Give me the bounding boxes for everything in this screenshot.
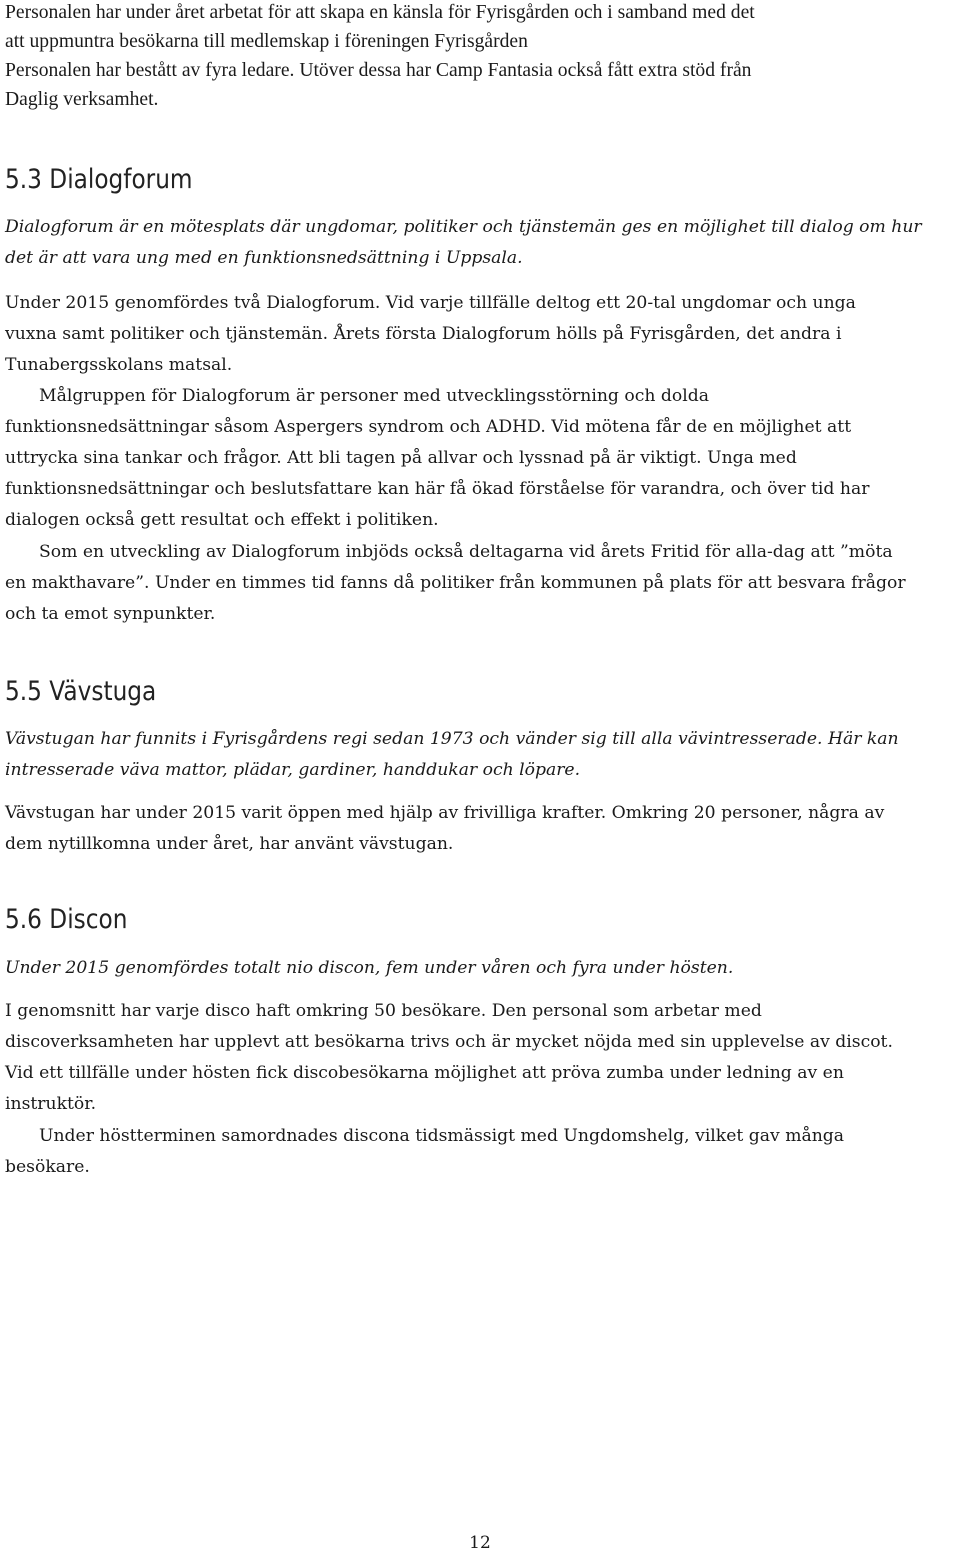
text-line: besökare. [5, 1157, 90, 1177]
text-line: Tunabergsskolans matsal. [5, 355, 233, 375]
text-line: intresserade väva mattor, plädar, gardiner, handdukar och löpare. [5, 760, 581, 780]
intro-paragraph [5, 0, 955, 114]
text-line: funktionsnedsättningar såsom Aspergers syndrom och ADHD. Vid mötena får de en möjlighet att [5, 417, 852, 437]
paragraph [5, 1121, 955, 1183]
text-line: vuxna samt politiker och tjänstemän. Årets första Dialogforum hölls på Fyrisgården, det andra i [5, 324, 842, 344]
text-line: dialogen också gett resultat och effekt i politiken. [5, 510, 439, 530]
text-line: Vid ett tillfälle under hösten fick discobesökarna möjlighet att pröva zumba under ledning av en [5, 1063, 844, 1083]
section-lead [5, 212, 955, 274]
text-line: en makthavare”. Under en timmes tid fanns då politiker från kommunen på plats för att besvara frågor [5, 573, 906, 593]
paragraph [5, 288, 955, 381]
text-line: discoverksamheten har upplevt att besökarna trivs och är mycket nöjda med sin upplevelse av discot. [5, 1032, 893, 1052]
section-heading-discon: 5.6 Discon [5, 904, 128, 935]
text-line: Personalen har bestått av fyra ledare. Utöver dessa har Camp Fantasia också fått extra stöd från [5, 60, 752, 81]
text-line: I genomsnitt har varje disco haft omkring 50 besökare. Den personal som arbetar med [5, 1001, 762, 1021]
text-line: Dialogforum är en mötesplats där ungdomar, politiker och tjänstemän ges en möjlighet till dialog om hur [5, 217, 922, 237]
section-heading-vavstuga: 5.5 Vävstuga [5, 676, 157, 707]
text-line: Under höstterminen samordnades discona tidsmässigt med Ungdomshelg, vilket gav många [39, 1126, 845, 1146]
text-line: dem nytillkomna under året, har använt vävstugan. [5, 834, 454, 854]
text-line: Personalen har under året arbetat för att skapa en känsla för Fyrisgården och i samband med det [5, 2, 755, 23]
text-line: uttrycka sina tankar och frågor. Att bli tagen på allvar och lyssnad på är viktigt. Unga med [5, 448, 797, 468]
page-number: 12 [469, 1533, 491, 1553]
text-line: och ta emot synpunkter. [5, 604, 216, 624]
section-lead [5, 724, 955, 786]
paragraph [5, 798, 955, 860]
text-line: funktionsnedsättningar och beslutsfattare kan här få ökad förståelse för varandra, och över tid har [5, 479, 870, 499]
text-line: Daglig verksamhet. [5, 89, 159, 110]
paragraph [5, 537, 955, 630]
text-line: Målgruppen för Dialogforum är personer med utvecklingsstörning och dolda [39, 386, 709, 406]
text-line: Vävstugan har under 2015 varit öppen med hjälp av frivilliga krafter. Omkring 20 personer, några av [5, 803, 885, 823]
paragraph [5, 381, 955, 536]
text-line: Under 2015 genomfördes totalt nio discon, fem under våren och fyra under hösten. [5, 958, 734, 978]
section-heading-dialogforum: 5.3 Dialogforum [5, 164, 193, 195]
text-line: instruktör. [5, 1094, 97, 1114]
section-lead [5, 953, 955, 984]
text-line: Vävstugan har funnits i Fyrisgårdens regi sedan 1973 och vänder sig till alla vävintresserade. Här kan [5, 729, 899, 749]
paragraph [5, 996, 955, 1120]
text-line: det är att vara ung med en funktionsnedsättning i Uppsala. [5, 248, 523, 268]
text-line: Under 2015 genomfördes två Dialogforum. Vid varje tillfälle deltog ett 20-tal ungdomar och unga [5, 293, 856, 313]
text-line: Som en utveckling av Dialogforum inbjöds också deltagarna vid årets Fritid för alla-dag att ”möta [39, 542, 893, 562]
text-line: att uppmuntra besökarna till medlemskap i föreningen Fyrisgården [5, 31, 528, 52]
